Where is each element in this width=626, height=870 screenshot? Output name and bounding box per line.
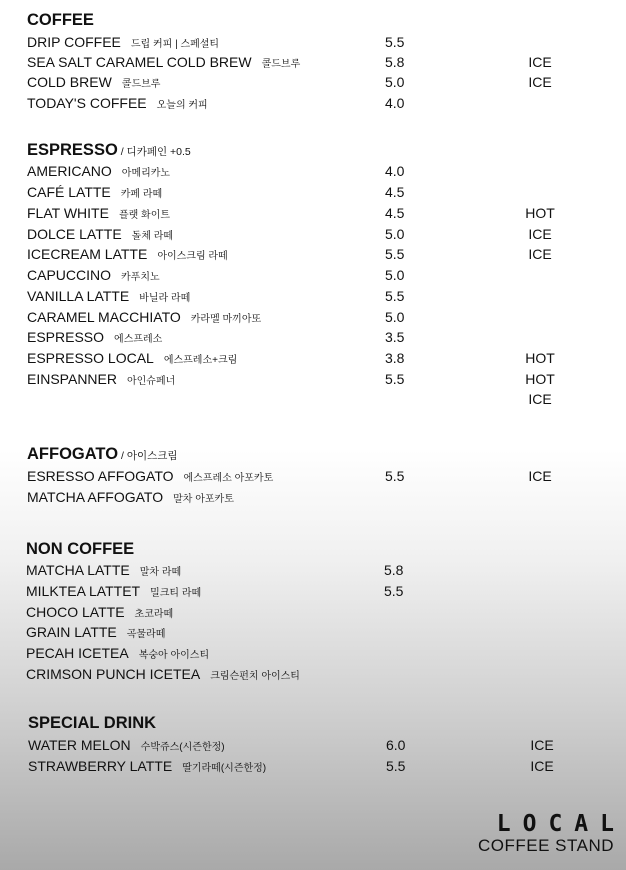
item-name-en: CAPUCCINO: [27, 267, 112, 283]
menu-item: [0, 348, 626, 368]
item-temp: ICE: [528, 468, 552, 484]
item-price: 5.5: [385, 288, 405, 304]
menu-item: [0, 369, 626, 407]
menu-item: [0, 307, 626, 327]
item-name: [27, 286, 190, 309]
item-price: 4.0: [385, 95, 405, 111]
menu-item: [0, 622, 626, 642]
item-name: [27, 244, 228, 267]
menu-item: [0, 203, 626, 223]
item-temp: ICE: [530, 758, 554, 774]
item-name-en: CHOCO LATTE: [26, 604, 125, 620]
item-name-en: WATER MELON: [28, 737, 131, 753]
item-name: [26, 643, 209, 666]
item-name-en: EINSPANNER: [27, 371, 117, 387]
item-name-en: ESPRESSO: [27, 329, 105, 345]
item-name: [27, 487, 234, 510]
item-name: [27, 369, 175, 392]
item-temp: ICE: [528, 246, 552, 262]
menu-item: [0, 244, 626, 264]
item-price: 6.0: [386, 737, 406, 753]
menu-item: [0, 602, 626, 622]
item-price: 4.5: [385, 205, 405, 221]
section-title-text: SPECIAL DRINK: [28, 714, 157, 732]
item-name-kr: 카라멜 마끼아또: [190, 314, 262, 325]
item-name-kr: 밀크티 라떼: [150, 588, 202, 599]
item-price: 5.5: [385, 371, 405, 387]
menu-item: [0, 581, 626, 601]
item-name-kr: 카페 라떼: [120, 189, 163, 200]
item-name-en: ESPRESSO LOCAL: [27, 350, 154, 366]
item-temp: ICE: [528, 74, 552, 90]
item-name-en: DRIP COFFEE: [27, 34, 121, 50]
menu-item: [0, 560, 626, 580]
menu-item: [0, 487, 626, 507]
item-name-kr: 돌체 라떼: [131, 231, 174, 242]
item-name-kr: 오늘의 커피: [156, 100, 208, 111]
item-name-kr: 카푸치노: [121, 272, 160, 283]
item-name-kr: 말차 아포카토: [173, 494, 234, 505]
section-title-text: NON COFFEE: [26, 540, 135, 558]
item-name-en: CRIMSON PUNCH ICETEA: [26, 666, 201, 682]
item-price: 4.5: [385, 184, 405, 200]
item-price: 5.8: [384, 562, 404, 578]
item-price: 5.5: [385, 468, 405, 484]
menu-item: [0, 32, 626, 52]
item-name-en: AMERICANO: [27, 163, 112, 179]
item-name-en: COLD BREW: [27, 74, 112, 90]
menu-item: [0, 286, 626, 306]
item-name: [27, 72, 160, 95]
logo-wordmark: LOCAL: [496, 811, 626, 837]
item-name-en: MATCHA LATTE: [26, 562, 130, 578]
item-name-kr: 에스프레소+크림: [163, 355, 238, 366]
section-title-text: ESPRESSO: [27, 141, 118, 159]
item-name-en: FLAT WHITE: [27, 205, 109, 221]
item-name-kr: 크림슨펀치 아이스티: [210, 671, 300, 682]
item-name-kr: 초코라떼: [134, 609, 174, 620]
item-name: [28, 756, 266, 779]
section-title: [28, 713, 156, 733]
item-name: [27, 466, 273, 489]
item-price: 5.0: [385, 309, 405, 325]
item-price: 5.8: [385, 54, 405, 70]
item-name-en: MILKTEA LATTET: [26, 583, 141, 599]
menu-item: [0, 52, 626, 72]
section-note: / 디카페인 +0.5: [117, 146, 191, 158]
item-name-kr: 플랫 화이트: [118, 210, 171, 221]
item-name: [27, 348, 237, 371]
item-name-en: SEA SALT CARAMEL COLD BREW: [27, 54, 252, 70]
item-price: 5.5: [384, 583, 404, 599]
section-title: [26, 539, 134, 559]
item-name-en: ESRESSO AFFOGATO: [27, 468, 174, 484]
item-name-en: STRAWBERRY LATTE: [28, 758, 173, 774]
item-name: [26, 560, 181, 583]
item-name-kr: 콜드브루: [121, 79, 161, 90]
item-price: 3.5: [385, 329, 405, 345]
menu-item: [0, 466, 626, 486]
section-title: [27, 444, 178, 466]
item-price: 5.5: [385, 34, 405, 50]
item-name-en: PECAH ICETEA: [26, 645, 129, 661]
item-price: 5.0: [385, 267, 405, 283]
menu-item: [0, 161, 626, 181]
item-name: [27, 93, 208, 116]
item-name-en: CARAMEL MACCHIATO: [27, 309, 181, 325]
section-note: / 아이스크림: [118, 450, 178, 462]
menu-item: [0, 756, 626, 776]
item-name: [27, 161, 170, 184]
item-name-kr: 곡물라떼: [126, 629, 166, 640]
item-name: [26, 622, 165, 645]
section-title-text: AFFOGATO: [27, 445, 119, 463]
menu-item: [0, 643, 626, 663]
section-title: [27, 10, 94, 30]
menu-item: [0, 735, 626, 755]
logo-subtitle: COFFEE STAND: [477, 836, 614, 855]
item-name-kr: 드립 커피 | 스페셜티: [130, 39, 220, 50]
menu-item: [0, 327, 626, 347]
item-name-en: GRAIN LATTE: [26, 624, 117, 640]
item-price: 4.0: [385, 163, 405, 179]
item-price: 3.8: [385, 350, 405, 366]
item-name-en: ICECREAM LATTE: [27, 246, 148, 262]
item-temp: HOT: [525, 205, 555, 221]
item-name: [27, 203, 170, 226]
section-title: [27, 140, 191, 162]
item-name: [28, 735, 225, 758]
item-name-kr: 아이스크림 라떼: [157, 251, 228, 262]
item-name-en: DOLCE LATTE: [27, 226, 122, 242]
item-name: [27, 182, 162, 205]
section-title-text: COFFEE: [27, 11, 94, 29]
item-price: 5.5: [385, 246, 405, 262]
item-name-kr: 에스프레소 아포카토: [183, 473, 274, 484]
item-name: [27, 265, 160, 288]
item-temp-alt: ICE: [528, 391, 552, 407]
item-name-kr: 에스프레소: [114, 334, 163, 345]
item-price: 5.5: [386, 758, 406, 774]
menu-item: [0, 265, 626, 285]
item-name-en: TODAY'S COFFEE: [27, 95, 147, 111]
item-name-en: VANILLA LATTE: [27, 288, 130, 304]
item-name-kr: 말차 라떼: [139, 567, 182, 578]
item-temp: HOT: [525, 350, 555, 366]
item-name: [26, 581, 201, 604]
item-name: [26, 664, 300, 687]
item-name-en: MATCHA AFFOGATO: [27, 489, 164, 505]
item-temp: ICE: [528, 226, 552, 242]
menu-item: [0, 93, 626, 113]
menu-item: [0, 224, 626, 244]
item-name-kr: 바닐라 라떼: [139, 293, 191, 304]
item-temp: ICE: [528, 54, 552, 70]
item-name-en: CAFÉ LATTE: [27, 184, 111, 200]
item-name: [27, 327, 162, 350]
menu-item: [0, 664, 626, 684]
item-name-kr: 아메리카노: [121, 168, 171, 179]
item-name-kr: 딸기라떼(시즌한정): [182, 763, 267, 774]
item-price: 5.0: [385, 74, 405, 90]
menu-item: [0, 72, 626, 92]
item-name-kr: 복숭아 아이스티: [138, 650, 210, 661]
item-name-kr: 수박쥬스(시즌한정): [140, 742, 225, 753]
item-temp: HOT: [525, 371, 555, 387]
item-temp: ICE: [530, 737, 554, 753]
item-name-kr: 콜드브루: [261, 59, 301, 70]
brand-logo: [448, 811, 626, 856]
item-price: 5.0: [385, 226, 405, 242]
item-name-kr: 아인슈페너: [126, 376, 176, 387]
menu-item: [0, 182, 626, 202]
